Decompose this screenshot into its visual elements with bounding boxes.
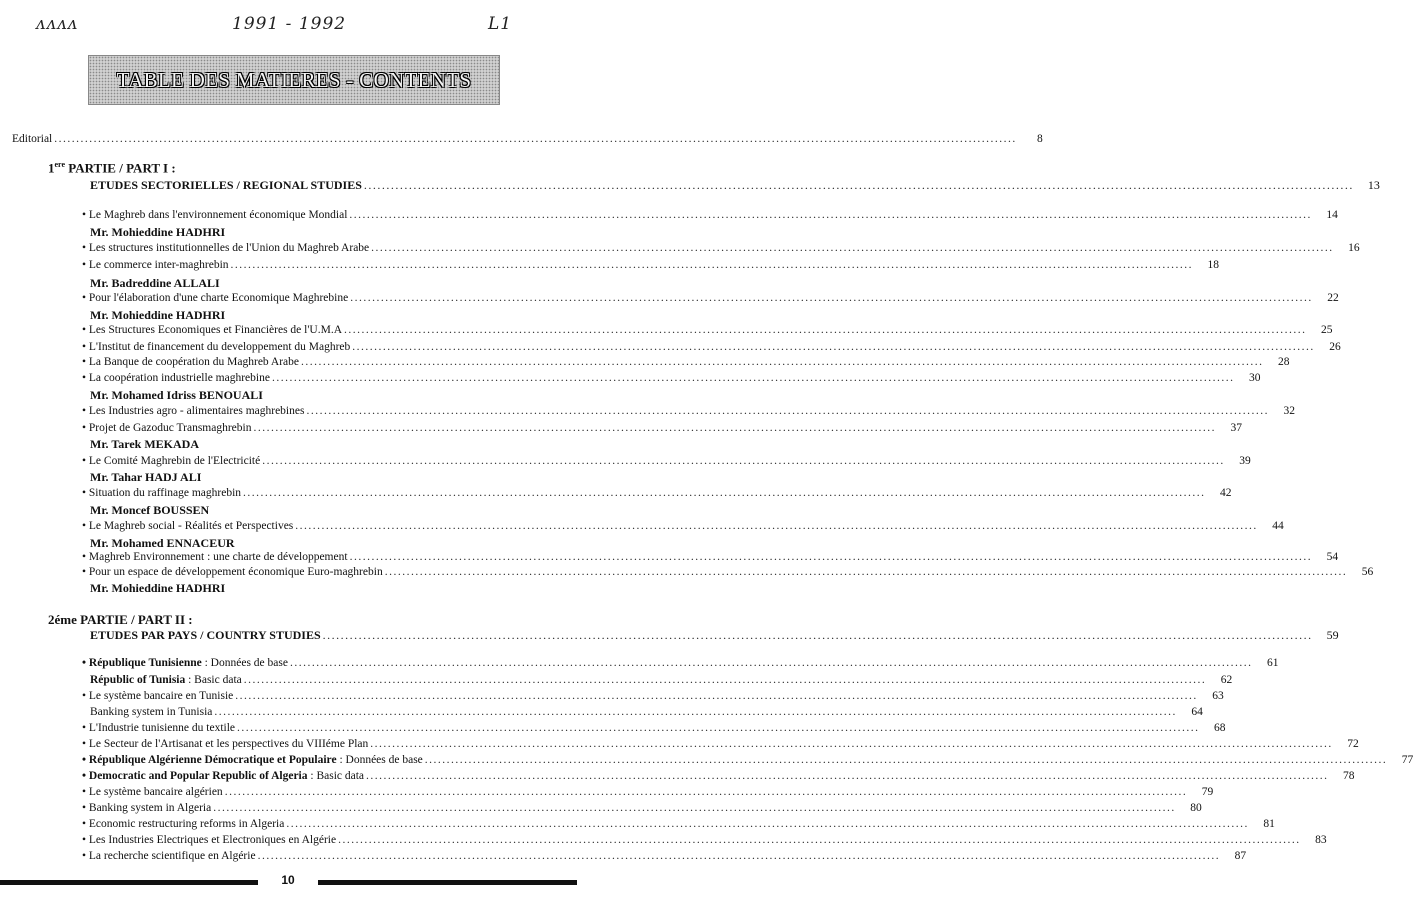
toc-entry[interactable] (82, 355, 1290, 369)
toc-entry-page: 28 (1278, 356, 1290, 368)
toc-entry-page: 14 (1326, 209, 1338, 221)
toc-entry-label (82, 849, 256, 863)
page-title: TABLE DES MATIERES - CONTENTS (116, 67, 472, 92)
toc-entry[interactable] (82, 208, 1338, 222)
leader-dots: ............................................................................................................................................................................................................................ (235, 690, 1198, 702)
toc-entry[interactable] (82, 849, 1247, 863)
leader-dots: ............................................................................................................................................................................................................................ (370, 738, 1333, 750)
author-name: Mr. Mohamed Idriss BENOUALI (90, 388, 263, 402)
toc-entry[interactable] (82, 454, 1251, 468)
toc-entry-label (82, 753, 423, 767)
toc-entry-text: : Données de base (336, 754, 423, 766)
toc-entry-text: : Basic data (185, 674, 242, 686)
author-name: Mr. Tahar HADJ ALI (90, 470, 202, 484)
author-name: Mr. Badreddine ALLALI (90, 276, 220, 290)
toc-entry[interactable] (82, 817, 1275, 831)
toc-entry-page: 54 (1326, 551, 1339, 563)
leader-dots: ............................................................................................................................................................................................................................ (54, 133, 1017, 145)
toc-entry-page: 80 (1190, 802, 1202, 814)
footer-rule-right (318, 880, 577, 885)
toc-entry-page: 68 (1214, 722, 1226, 734)
toc-entry[interactable] (82, 785, 1214, 799)
toc-entry-label: • La Banque de coopération du Maghreb Arabe (82, 356, 300, 368)
leader-dots: ............................................................................................................................................................................................................................ (253, 422, 1216, 434)
toc-entry-page: 63 (1212, 690, 1224, 702)
toc-entry-text: : Basic data (307, 770, 365, 782)
toc-entry-page: 56 (1361, 566, 1374, 578)
author-name: Mr. Mohieddine HADHRI (90, 581, 226, 595)
toc-entry[interactable] (82, 404, 1295, 418)
toc-entry[interactable] (82, 519, 1284, 533)
toc-entry-page: 87 (1234, 850, 1247, 862)
author-name: Mr. Mohieddine HADHRI (90, 308, 226, 322)
toc-entry[interactable] (82, 656, 1279, 670)
toc-entry-text: Banking system in Tunisia (90, 706, 213, 718)
leader-dots: ............................................................................................................................................................................................................................ (286, 818, 1249, 830)
toc-entry-text: • L'Industrie tunisienne du textile (82, 722, 236, 734)
toc-entry[interactable] (82, 258, 1220, 272)
part2-heading: 2éme PARTIE / PART II : (48, 612, 193, 627)
toc-entry[interactable] (82, 241, 1360, 255)
toc-entry-text: • Banking system in Algeria (82, 802, 212, 814)
leader-dots: ............................................................................................................................................................................................................................ (352, 341, 1315, 353)
toc-entry-page: 79 (1201, 786, 1214, 798)
toc-entry[interactable] (90, 673, 1233, 687)
leader-dots: ............................................................................................................................................................................................................................ (306, 405, 1269, 417)
leader-dots: ............................................................................................................................................................................................................................ (371, 242, 1334, 254)
toc-entry-text: • La recherche scientifique en Algérie (82, 850, 256, 862)
toc-entry-label: • Maghreb Environnement : une charte de développement (82, 551, 348, 563)
footer-rule-left (0, 880, 258, 885)
leader-dots: ............................................................................................................................................................................................................................ (349, 551, 1313, 563)
leader-dots: ............................................................................................................................................................................................................................ (262, 455, 1225, 467)
toc-entry[interactable] (82, 565, 1374, 579)
handwritten-note-left: ᴧᴧᴧᴧ (36, 14, 79, 34)
toc-entry-label (82, 801, 211, 815)
toc-entry-page: 39 (1239, 455, 1251, 467)
toc-entry-label: • Les structures institutionnelles de l'Union du Maghreb Arabe (82, 242, 370, 254)
toc-entry-label: • Projet de Gazoduc Transmaghrebin (82, 422, 252, 434)
toc-entry-page: 32 (1283, 405, 1295, 417)
author-name: Mr. Tarek MEKADA (90, 437, 200, 451)
toc-entry-page: 64 (1191, 706, 1203, 718)
toc-entry-label: • L'Institut de financement du developpement du Maghreb (82, 341, 351, 353)
toc-entry[interactable] (82, 753, 1413, 767)
leader-dots: ............................................................................................................................................................................................................................ (213, 802, 1176, 814)
part1-subtitle[interactable] (90, 178, 1380, 192)
toc-entry-label: • Pour un espace de développement économique Euro-maghrebin (82, 566, 383, 578)
part1-heading-sup: ere (54, 160, 66, 169)
title-banner (88, 55, 500, 105)
toc-entry[interactable] (82, 486, 1232, 500)
part2-subtitle[interactable] (90, 628, 1339, 642)
toc-entry-page: 8 (1037, 133, 1043, 145)
toc-entry[interactable] (82, 340, 1341, 354)
toc-entry-page: 81 (1263, 818, 1275, 830)
leader-dots: ............................................................................................................................................................................................................................ (224, 786, 1188, 798)
leader-dots: ............................................................................................................................................................................................................................ (322, 628, 1313, 642)
leader-dots: ............................................................................................................................................................................................................................ (350, 292, 1313, 304)
toc-entry[interactable] (82, 550, 1339, 564)
toc-entry-label: • Le commerce inter-maghrebin (82, 259, 229, 271)
toc-entry-page: 37 (1230, 422, 1242, 434)
toc-entry-text: • Le Secteur de l'Artisanat et les perspectives du VIIIéme Plan (82, 738, 369, 750)
toc-entry-page: 30 (1248, 372, 1261, 384)
leader-dots: ............................................................................................................................................................................................................................ (366, 770, 1329, 782)
part1-heading-text: PARTIE / PART I : (65, 160, 176, 176)
leader-dots: ............................................................................................................................................................................................................................ (237, 722, 1200, 734)
toc-entry-text: • Le système bancaire algérien (82, 786, 223, 798)
leader-dots: ............................................................................................................................................................................................................................ (424, 754, 1388, 766)
toc-entry-label: • Le Comité Maghrebin de l'Electricité (82, 455, 261, 467)
toc-entry-label (82, 737, 368, 751)
leader-dots: ............................................................................................................................................................................................................................ (384, 566, 1348, 578)
toc-entry-label (82, 769, 364, 783)
author-name: Mr. Moncef BOUSSEN (90, 503, 210, 517)
toc-entry-page: 18 (1207, 259, 1220, 271)
toc-entry-page: 44 (1272, 520, 1284, 532)
leader-dots: ............................................................................................................................................................................................................................ (338, 834, 1301, 846)
toc-entry-page: 72 (1347, 738, 1359, 750)
toc-entry-page: 83 (1315, 834, 1327, 846)
part1-subtitle-page: 13 (1367, 178, 1380, 192)
toc-entry-label (90, 673, 242, 687)
toc-entry-page: 25 (1321, 324, 1333, 336)
toc-entry-label: • Pour l'élaboration d'une charte Economique Maghrebine (82, 292, 349, 304)
toc-entry-label (82, 721, 235, 735)
leader-dots: ............................................................................................................................................................................................................................ (243, 674, 1207, 686)
toc-entry-label: • La coopération industrielle maghrebine (82, 372, 270, 384)
leader-dots: ............................................................................................................................................................................................................................ (344, 324, 1307, 336)
toc-entry-text: • Economic restructuring reforms in Algeria (82, 818, 285, 830)
toc-entry-page: 62 (1220, 674, 1233, 686)
leader-dots: ............................................................................................................................................................................................................................ (295, 520, 1258, 532)
toc-entry-page: 42 (1220, 487, 1232, 499)
toc-entry[interactable] (82, 371, 1261, 385)
toc-entry-bold-label: Républic of Tunisia (90, 674, 186, 686)
toc-entry[interactable] (82, 737, 1359, 751)
part2-subtitle-label: ETUDES PAR PAYS / COUNTRY STUDIES (90, 628, 321, 642)
toc-entry-page: 61 (1266, 657, 1279, 669)
toc-entry-label: • Les Industries agro - alimentaires maghrebines (82, 405, 305, 417)
toc-entry-label: • Le Maghreb social - Réalités et Perspectives (82, 520, 294, 532)
toc-entry[interactable] (82, 689, 1224, 703)
leader-dots: ............................................................................................................................................................................................................................ (214, 706, 1177, 718)
leader-dots: ............................................................................................................................................................................................................................ (230, 259, 1194, 271)
part1-heading-number: 1 (48, 160, 55, 176)
toc-entry-text: : Données de base (201, 657, 288, 669)
toc-entry-page: 26 (1329, 341, 1341, 353)
handwritten-note-years: 1991 - 1992 (232, 14, 347, 34)
toc-entry-label: • Le Maghreb dans l'environnement économique Mondial (82, 209, 348, 221)
part1-subtitle-label: ETUDES SECTORIELLES / REGIONAL STUDIES (90, 178, 362, 192)
part2-subtitle-page: 59 (1326, 628, 1339, 642)
toc-entry-page: 77 (1401, 754, 1413, 766)
toc-entry-bold-label: • Democratic and Popular Republic of Algeria (82, 770, 308, 782)
leader-dots: ............................................................................................................................................................................................................................ (271, 372, 1235, 384)
toc-entry-page: 16 (1348, 242, 1360, 254)
toc-entry[interactable] (82, 291, 1339, 305)
handwritten-note-right: L1 (488, 14, 513, 34)
toc-entry[interactable] (82, 323, 1333, 337)
part1-heading (48, 160, 176, 176)
toc-entry-bold-label: • République Algérienne Démocratique et Populaire (82, 754, 337, 766)
toc-entry-label (82, 656, 288, 670)
toc-entry-bold-label: • République Tunisienne (82, 657, 202, 669)
leader-dots: ............................................................................................................................................................................................................................ (349, 209, 1312, 221)
leader-dots: ............................................................................................................................................................................................................................ (289, 657, 1253, 669)
author-name: Mr. Mohamed ENNACEUR (90, 536, 235, 550)
toc-entry[interactable] (82, 769, 1355, 783)
toc-entry-editorial[interactable] (12, 132, 1043, 146)
toc-entry-label (82, 817, 284, 831)
toc-entry-page: 22 (1327, 292, 1339, 304)
leader-dots: ............................................................................................................................................................................................................................ (257, 850, 1221, 862)
toc-entry[interactable] (82, 801, 1202, 815)
footer-page-number: 10 (281, 873, 295, 887)
toc-entry-label (90, 705, 212, 719)
toc-entry[interactable] (90, 705, 1203, 719)
toc-entry[interactable] (82, 833, 1327, 847)
toc-entry-label (82, 833, 336, 847)
author-name: Mr. Mohieddine HADHRI (90, 225, 226, 239)
toc-entry-label: • Les Structures Economiques et Financières de l'U.M.A (82, 324, 342, 336)
leader-dots: ............................................................................................................................................................................................................................ (363, 178, 1354, 192)
toc-entry-text: • Les Industries Electriques et Electroniques en Algérie (82, 834, 337, 846)
toc-entry[interactable] (82, 421, 1242, 435)
toc-entry-label (82, 689, 233, 703)
toc-entry-page: 78 (1343, 770, 1355, 782)
toc-entry-label: Editorial (12, 133, 53, 145)
leader-dots: ............................................................................................................................................................................................................................ (243, 487, 1206, 499)
toc-entry-label (82, 785, 223, 799)
toc-entry[interactable] (82, 721, 1226, 735)
leader-dots: ............................................................................................................................................................................................................................ (301, 356, 1264, 368)
toc-entry-text: • Le système bancaire en Tunisie (82, 690, 234, 702)
toc-entry-label: • Situation du raffinage maghrebin (82, 487, 242, 499)
